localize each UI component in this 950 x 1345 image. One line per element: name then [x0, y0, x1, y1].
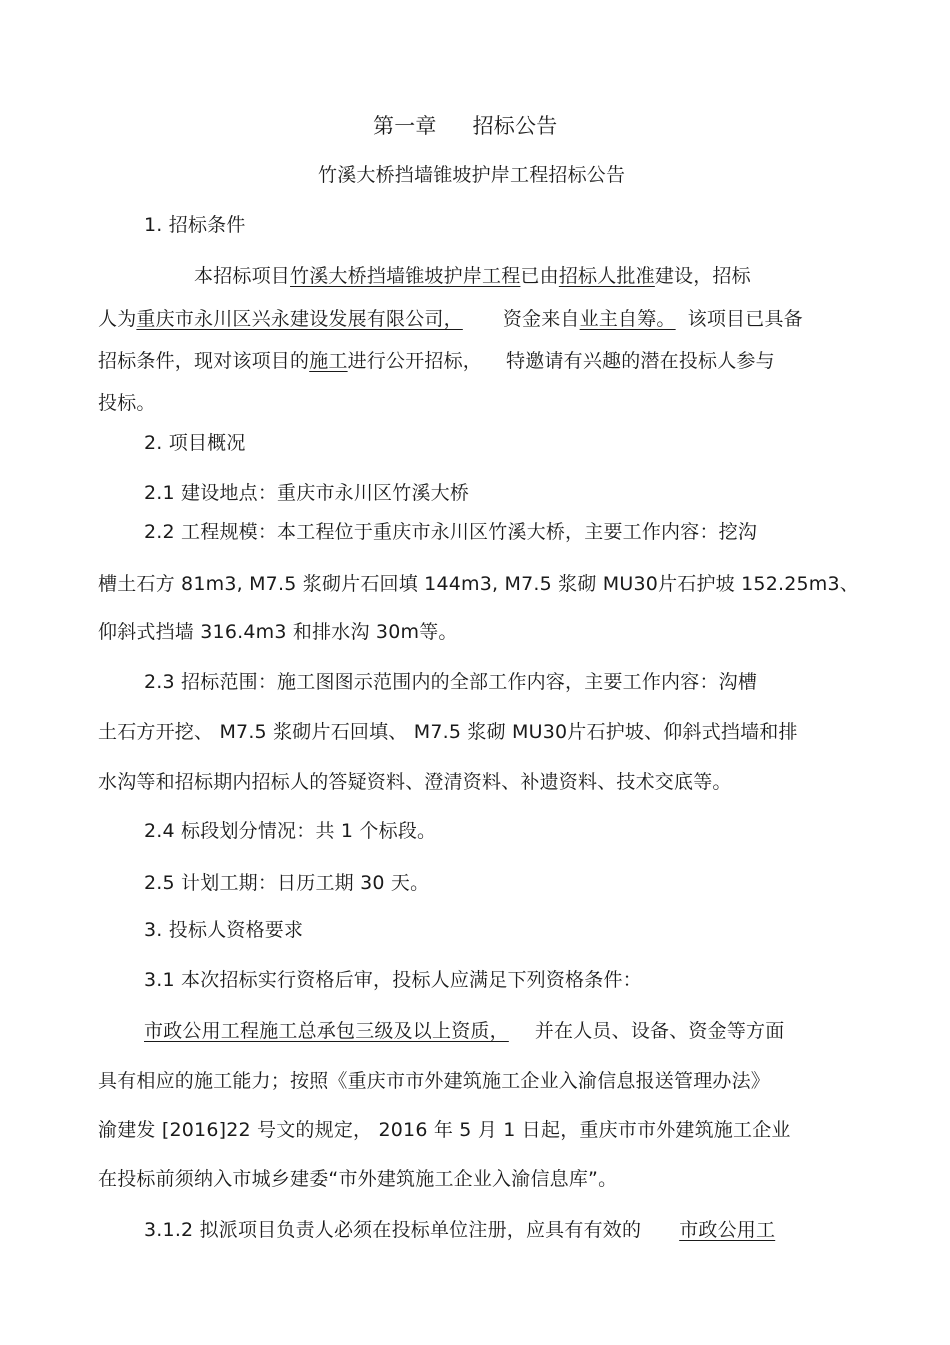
item-2-2-line-3: 仰斜式挡墙 316.4m3 和排水沟 30m等。	[98, 621, 458, 643]
section-3-heading: 3. 投标人资格要求	[144, 919, 304, 941]
paragraph-1-line-2: 人为重庆市永川区兴永建设发展有限公司， 资金来自业主自筹。 该项目已具备	[98, 308, 803, 330]
item-2-4: 2.4 标段划分情况：共 1 个标段。	[144, 820, 437, 842]
qualification-requirement: 市政公用工程施工总承包三级及以上资质，	[144, 1020, 509, 1042]
paragraph-1-line-1: 本招标项目竹溪大桥挡墙锥坡护岸工程已由招标人批准建设，招标	[194, 265, 751, 287]
item-2-5: 2.5 计划工期：日历工期 30 天。	[144, 872, 430, 894]
item-3-1-body-line-2: 具有相应的施工能力；按照《重庆市市外建筑施工企业入渝信息报送管理办法》	[98, 1070, 771, 1092]
item-2-3-line-3: 水沟等和招标期内招标人的答疑资料、澄清资料、补遗资料、技术交底等。	[98, 771, 732, 793]
approval-authority: 招标人批准	[558, 265, 655, 287]
item-3-1: 3.1 本次招标实行资格后审，投标人应满足下列资格条件：	[144, 969, 642, 991]
section-1-heading: 1. 招标条件	[144, 214, 246, 236]
item-2-3-line-1: 2.3 招标范围：施工图图示范围内的全部工作内容，主要工作内容：沟槽	[144, 671, 758, 693]
fund-source: 业主自筹。	[579, 308, 676, 330]
item-3-1-2: 3.1.2 拟派项目负责人必须在投标单位注册，应具有有效的 市政公用工	[144, 1219, 776, 1241]
project-name: 竹溪大桥挡墙锥坡护岸工程	[290, 265, 521, 287]
paragraph-1-line-3: 招标条件，现对该项目的施工进行公开招标， 特邀请有兴趣的潜在投标人参与	[98, 350, 775, 372]
item-2-1: 2.1 建设地点：重庆市永川区竹溪大桥	[144, 482, 470, 504]
item-2-2-line-2: 槽土石方 81m3, M7.5 浆砌片石回填 144m3, M7.5 浆砌 MU30片石护坡 152.25m3、	[98, 573, 860, 595]
notice-title: 竹溪大桥挡墙锥坡护岸工程招标公告	[318, 164, 626, 186]
chapter-subtitle: 招标公告	[472, 114, 558, 138]
item-2-2-line-1: 2.2 工程规模：本工程位于重庆市永川区竹溪大桥，主要工作内容：挖沟	[144, 521, 758, 543]
manager-qualification: 市政公用工	[679, 1219, 776, 1241]
item-3-1-body-line-3: 渝建发 [2016]22 号文的规定， 2016 年 5 月 1 日起，重庆市市外建筑施工企业	[98, 1119, 791, 1141]
tender-scope: 施工	[309, 350, 348, 372]
item-2-3-line-2: 土石方开挖、 M7.5 浆砌片石回填、 M7.5 浆砌 MU30片石护坡、仰斜式挡墙和排	[98, 721, 798, 743]
item-3-1-body-line-1: 市政公用工程施工总承包三级及以上资质， 并在人员、设备、资金等方面	[144, 1020, 785, 1042]
item-3-1-body-line-4: 在投标前须纳入市城乡建委“市外建筑施工企业入渝信息库”。	[98, 1168, 618, 1190]
paragraph-1-line-4: 投标。	[98, 392, 156, 414]
chapter-title: 第一章	[373, 114, 437, 138]
section-2-heading: 2. 项目概况	[144, 432, 246, 454]
tenderer-name: 重庆市永川区兴永建设发展有限公司，	[136, 308, 463, 330]
chapter-heading	[373, 114, 557, 138]
